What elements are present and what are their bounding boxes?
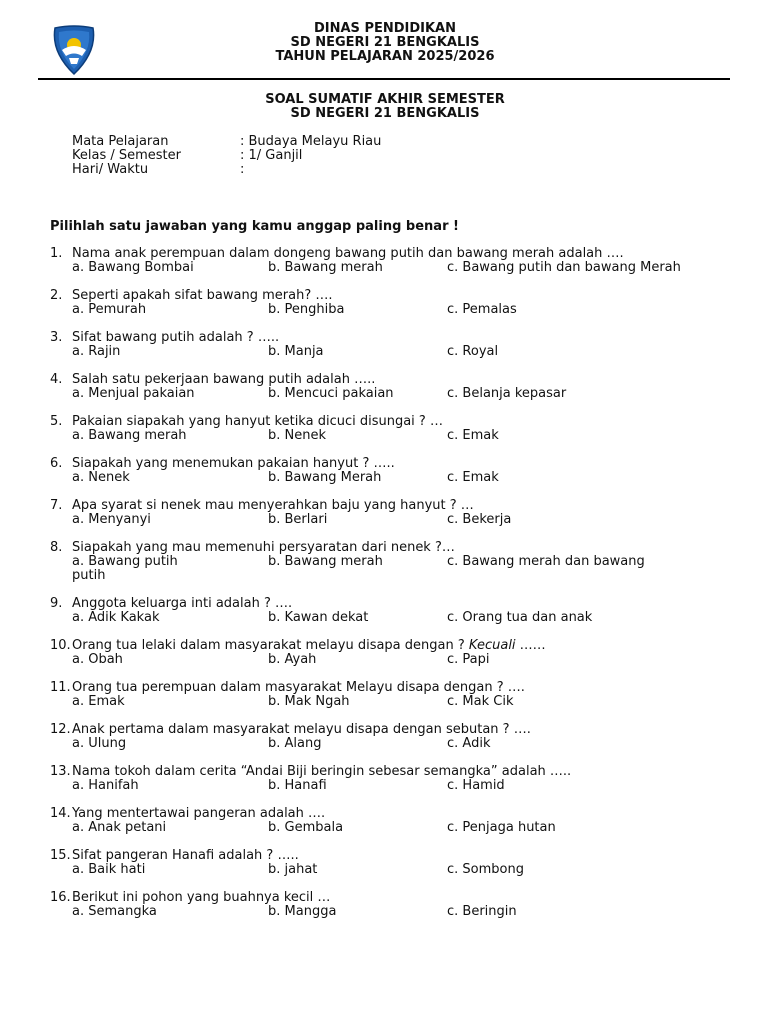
answer-options: [50, 821, 750, 835]
question-item: [50, 331, 750, 359]
info-value: : Budaya Melayu Riau: [240, 134, 382, 149]
option-b[interactable]: b. Mencuci pakaian: [268, 386, 394, 401]
question-text: Salah satu pekerjaan bawang putih adalah …..: [72, 372, 376, 387]
question-line: [50, 597, 750, 611]
option-b[interactable]: b. Mak Ngah: [268, 694, 350, 709]
option-c[interactable]: c. Papi: [447, 652, 490, 667]
option-c[interactable]: c. Royal: [447, 344, 499, 359]
option-b[interactable]: b. Alang: [268, 736, 322, 751]
question-line: [50, 891, 750, 905]
question-item: [50, 891, 750, 919]
question-number: 13.: [50, 764, 71, 779]
info-value: : 1/ Ganjil: [240, 148, 303, 163]
answer-options: [50, 611, 750, 625]
exam-title-line1: SOAL SUMATIF AKHIR SEMESTER: [265, 92, 505, 107]
option-b[interactable]: b. Berlari: [268, 512, 328, 527]
question-number: 11.: [50, 680, 71, 695]
option-a[interactable]: a. Bawang putih: [72, 554, 178, 569]
option-a[interactable]: a. Anak petani: [72, 820, 167, 835]
question-number: 10.: [50, 638, 71, 653]
question-text: Orang tua perempuan dalam masyarakat Melayu disapa dengan ? ….: [72, 680, 525, 695]
answer-options: [50, 261, 750, 275]
answer-options: [50, 737, 750, 751]
question-line: [50, 289, 750, 303]
option-a[interactable]: a. Rajin: [72, 344, 121, 359]
letterhead-year: TAHUN PELAJARAN 2025/2026: [275, 49, 495, 64]
option-b[interactable]: b. jahat: [268, 862, 318, 877]
option-a[interactable]: a. Menjual pakaian: [72, 386, 195, 401]
question-item: [50, 457, 750, 485]
question-line: [50, 499, 750, 513]
question-text: Sifat bawang putih adalah ? …..: [72, 330, 280, 345]
question-stem: [72, 499, 474, 513]
question-emphasis: Kecuali: [468, 638, 516, 653]
question-line: [50, 541, 750, 555]
option-a[interactable]: a. Baik hati: [72, 862, 146, 877]
option-wrap-text: putih: [72, 568, 106, 583]
question-item: [50, 415, 750, 443]
question-item: [50, 247, 750, 275]
option-b[interactable]: b. Penghiba: [268, 302, 345, 317]
option-c[interactable]: c. Bawang putih dan bawang Merah: [447, 260, 681, 275]
option-b[interactable]: b. Kawan dekat: [268, 610, 369, 625]
option-a[interactable]: a. Obah: [72, 652, 123, 667]
option-b[interactable]: b. Hanafi: [268, 778, 327, 793]
option-c[interactable]: c. Sombong: [447, 862, 524, 877]
tut-wuri-handayani-logo: [49, 24, 99, 76]
answer-options: [50, 471, 750, 485]
option-c[interactable]: c. Bekerja: [447, 512, 512, 527]
question-stem: [72, 639, 546, 653]
question-stem: [72, 247, 624, 261]
question-text: Yang mentertawai pangeran adalah ….: [72, 806, 326, 821]
question-line: [50, 807, 750, 821]
answer-options: [50, 345, 750, 359]
question-number: 1.: [50, 246, 63, 261]
option-a[interactable]: a. Semangka: [72, 904, 157, 919]
question-item: [50, 765, 750, 793]
option-c[interactable]: c. Bawang merah dan bawang: [447, 554, 645, 569]
question-number: 3.: [50, 330, 63, 345]
question-number: 7.: [50, 498, 63, 513]
answer-options: [50, 863, 750, 877]
question-stem: [72, 331, 279, 345]
option-c[interactable]: c. Orang tua dan anak: [447, 610, 593, 625]
question-line: [50, 723, 750, 737]
answer-options: [50, 653, 750, 667]
question-line: [50, 331, 750, 345]
option-b[interactable]: b. Mangga: [268, 904, 337, 919]
question-line: [50, 681, 750, 695]
question-text: Orang tua lelaki dalam masyarakat melayu disapa dengan ?: [72, 638, 465, 653]
option-a[interactable]: a. Adik Kakak: [72, 610, 160, 625]
option-a[interactable]: a. Pemurah: [72, 302, 147, 317]
question-item: [50, 541, 750, 583]
option-a[interactable]: a. Nenek: [72, 470, 130, 485]
question-stem: [72, 373, 375, 387]
question-text: Anggota keluarga inti adalah ? ….: [72, 596, 293, 611]
question-stem: [72, 723, 531, 737]
question-item: [50, 373, 750, 401]
question-number: 5.: [50, 414, 63, 429]
option-c[interactable]: c. Adik: [447, 736, 491, 751]
question-number: 9.: [50, 596, 63, 611]
question-item: [50, 681, 750, 709]
question-stem: [72, 891, 330, 905]
question-text: Nama anak perempuan dalam dongeng bawang putih dan bawang merah adalah ….: [72, 246, 624, 261]
question-number: 12.: [50, 722, 71, 737]
answer-options: [50, 387, 750, 401]
question-text-tail: ……: [515, 638, 546, 653]
question-text: Apa syarat si nenek mau menyerahkan baju yang hanyut ? …: [72, 498, 474, 513]
instruction: Pilihlah satu jawaban yang kamu anggap paling benar !: [50, 219, 459, 234]
header-divider: [38, 78, 730, 80]
question-text: Berikut ini pohon yang buahnya kecil …: [72, 890, 331, 905]
option-b[interactable]: b. Ayah: [268, 652, 317, 667]
question-stem: [72, 765, 571, 779]
question-number: 6.: [50, 456, 63, 471]
question-stem: [72, 597, 292, 611]
question-item: [50, 723, 750, 751]
question-line: [50, 849, 750, 863]
question-line: [50, 373, 750, 387]
question-stem: [72, 807, 325, 821]
question-line: [50, 415, 750, 429]
info-label: Hari/ Waktu: [72, 162, 149, 177]
question-item: [50, 289, 750, 317]
question-number: 2.: [50, 288, 63, 303]
option-c[interactable]: c. Emak: [447, 470, 499, 485]
question-stem: [72, 849, 299, 863]
question-line: [50, 457, 750, 471]
exam-title-line2: SD NEGERI 21 BENGKALIS: [290, 106, 480, 121]
option-a[interactable]: a. Ulung: [72, 736, 127, 751]
question-line: [50, 639, 750, 653]
question-text: Siapakah yang mau memenuhi persyaratan dari nenek ?…: [72, 540, 455, 555]
info-label: Kelas / Semester: [72, 148, 181, 163]
question-number: 4.: [50, 372, 63, 387]
info-value: :: [240, 162, 245, 177]
option-b[interactable]: b. Gembala: [268, 820, 344, 835]
answer-options: [50, 429, 750, 443]
answer-options: [50, 905, 750, 919]
question-number: 15.: [50, 848, 71, 863]
question-item: [50, 807, 750, 835]
question-line: [50, 765, 750, 779]
question-text: Seperti apakah sifat bawang merah? ….: [72, 288, 333, 303]
option-a[interactable]: a. Menyanyi: [72, 512, 151, 527]
question-line: [50, 247, 750, 261]
question-text: Sifat pangeran Hanafi adalah ? …..: [72, 848, 299, 863]
question-text: Nama tokoh dalam cerita “Andai Biji beringin sebesar semangka” adalah …..: [72, 764, 572, 779]
option-b[interactable]: b. Bawang merah: [268, 260, 383, 275]
option-c[interactable]: c. Hamid: [447, 778, 505, 793]
option-a[interactable]: a. Hanifah: [72, 778, 139, 793]
question-item: [50, 499, 750, 527]
question-stem: [72, 289, 332, 303]
question-number: 16.: [50, 890, 71, 905]
letterhead-agency: DINAS PENDIDIKAN: [313, 21, 457, 36]
question-stem: [72, 681, 525, 695]
question-text: Pakaian siapakah yang hanyut ketika dicuci disungai ? …: [72, 414, 443, 429]
option-b[interactable]: b. Manja: [268, 344, 324, 359]
question-text: Anak pertama dalam masyarakat melayu disapa dengan sebutan ? ….: [72, 722, 531, 737]
option-c[interactable]: c. Belanja kepasar: [447, 386, 567, 401]
question-text: Siapakah yang menemukan pakaian hanyut ? …..: [72, 456, 395, 471]
question-item: [50, 597, 750, 625]
option-b[interactable]: b. Bawang merah: [268, 554, 383, 569]
letterhead-school: SD NEGERI 21 BENGKALIS: [290, 35, 480, 50]
answer-options: [50, 303, 750, 317]
option-c[interactable]: c. Pemalas: [447, 302, 517, 317]
question-item: [50, 849, 750, 877]
question-stem: [72, 415, 443, 429]
option-c[interactable]: c. Emak: [447, 428, 499, 443]
option-b[interactable]: b. Nenek: [268, 428, 327, 443]
answer-options: [50, 779, 750, 793]
question-stem: [72, 541, 455, 555]
question-list: [50, 247, 750, 933]
info-label: Mata Pelajaran: [72, 134, 169, 149]
option-c[interactable]: c. Mak Cik: [447, 694, 514, 709]
answer-options: [50, 513, 750, 527]
option-b[interactable]: b. Bawang Merah: [268, 470, 382, 485]
question-number: 14.: [50, 806, 71, 821]
option-a[interactable]: a. Emak: [72, 694, 125, 709]
exam-title: [160, 93, 610, 121]
option-a[interactable]: a. Bawang Bombai: [72, 260, 194, 275]
question-stem: [72, 457, 395, 471]
answer-options: [50, 695, 750, 709]
question-item: [50, 639, 750, 667]
letterhead: [160, 22, 610, 64]
option-c[interactable]: c. Penjaga hutan: [447, 820, 556, 835]
option-c[interactable]: c. Beringin: [447, 904, 517, 919]
option-a[interactable]: a. Bawang merah: [72, 428, 187, 443]
answer-options: [50, 555, 750, 569]
question-number: 8.: [50, 540, 63, 555]
